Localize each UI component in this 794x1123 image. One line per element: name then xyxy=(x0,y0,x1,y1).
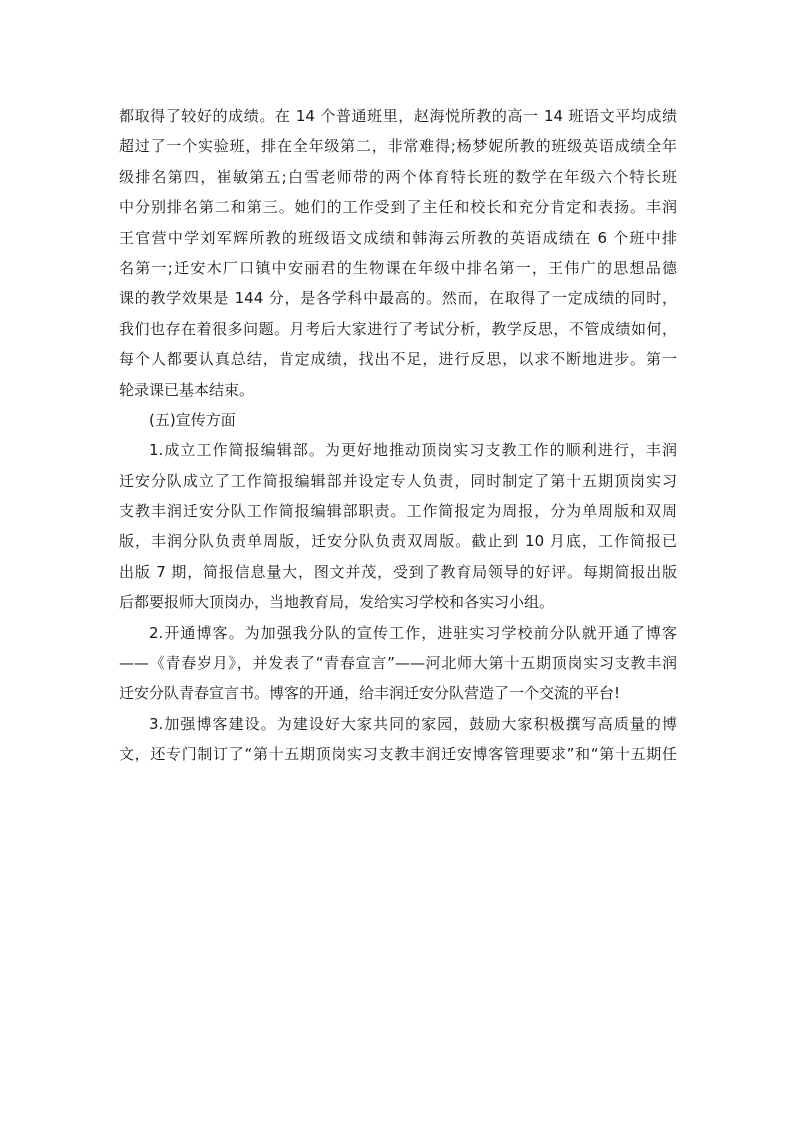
text-line: 迁安分队成立了工作简报编辑部并设定专人负责，同时制定了第十五期顶岗实习 xyxy=(119,471,677,490)
text-line: 轮录课已基本结束。 xyxy=(119,380,255,399)
text-line: 出版 7 期，简报信息量大，图文并茂，受到了教育局领导的好评。每期简报出版 xyxy=(119,562,677,581)
text-line: ——《青春岁月》，并发表了“青春宣言”——河北师大第十五期顶岗实习支教丰润 xyxy=(119,654,677,673)
text-line: 后都要报师大顶岗办，当地教育局，发给实习学校和各实习小组。 xyxy=(119,593,555,612)
text-line: 都取得了较好的成绩。在 14 个普通班里，赵海悦所教的高一 14 班语文平均成绩 xyxy=(119,107,677,125)
text-line: 中分别排名第二和第三。她们的工作受到了主任和校长和充分肯定和表扬。丰润 xyxy=(119,198,677,217)
text-line: 版，丰润分队负责单周版，迁安分队负责双周版。截止到 10 月底，工作简报已 xyxy=(119,532,677,551)
text-line: 2.开通博客。为加强我分队的宣传工作，进驻实习学校前分队就开通了博客 xyxy=(149,623,677,642)
section-heading-publicity xyxy=(119,405,677,435)
text-line: 支教丰润迁安分队工作简报编辑部职责。工作简报定为周报，分为单周版和双周 xyxy=(119,502,677,521)
section-heading-text: (五)宣传方面 xyxy=(149,410,236,429)
text-line: 级排名第四，崔敏第五;白雪老师带的两个体育特长班的数学在年级六个特长班 xyxy=(119,167,677,186)
document-body xyxy=(119,101,677,770)
text-line: 迁安分队青春宣言书。博客的开通，给丰润迁安分队营造了一个交流的平台! xyxy=(119,684,621,703)
text-line: 每个人都要认真总结，肯定成绩，找出不足，进行反思，以求不断地进步。第一 xyxy=(119,350,677,369)
paragraph-newsletter xyxy=(119,435,677,617)
text-line: 课的教学效果是 144 分，是各学科中最高的。然而，在取得了一定成绩的同时， xyxy=(119,289,677,308)
paragraph-blog xyxy=(119,618,677,709)
paragraph-results xyxy=(119,101,677,405)
text-line: 名第一;迁安木厂口镇中安丽君的生物课在年级中排名第一，王伟广的思想品德 xyxy=(119,258,677,277)
text-line: 王官营中学刘军辉所教的班级语文成绩和韩海云所教的英语成绩在 6 个班中排 xyxy=(119,228,677,247)
paragraph-blog-building xyxy=(119,709,677,770)
text-line: 1.成立工作简报编辑部。为更好地推动顶岗实习支教工作的顺利进行，丰润 xyxy=(149,441,677,460)
text-line: 3.加强博客建设。为建设好大家共同的家园，鼓励大家积极撰写高质量的博 xyxy=(149,714,677,733)
text-line: 文，还专门制订了“第十五期顶岗实习支教丰润迁安博客管理要求”和“第十五期任 xyxy=(119,745,677,764)
text-line: 我们也存在着很多问题。月考后大家进行了考试分析，教学反思，不管成绩如何， xyxy=(119,319,677,338)
text-line: 超过了一个实验班，排在全年级第二，非常难得;杨梦妮所教的班级英语成绩全年 xyxy=(119,137,677,156)
